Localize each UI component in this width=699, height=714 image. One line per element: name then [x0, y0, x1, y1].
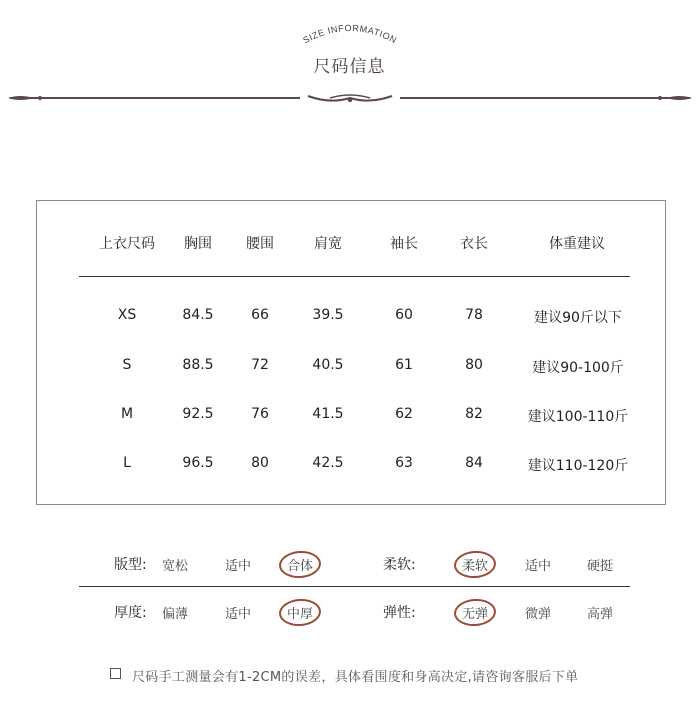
table-cell-shoulder: 39.5 [312, 307, 344, 323]
table-cell-size: M [120, 406, 134, 422]
attr-label-thickness: 厚度: [114, 605, 147, 621]
attr-option-softness: 硬挺 [586, 559, 614, 574]
measurement-note: 尺码手工测量会有1-2CM的误差，具体看围度和身高决定,请咨询客服后下单 [132, 670, 579, 685]
table-cell-chest: 88.5 [182, 357, 214, 373]
table-cell-length: 82 [465, 406, 483, 422]
table-cell-length: 78 [465, 307, 483, 323]
column-header-waist: 腰围 [246, 236, 274, 252]
attr-option-fit: 宽松 [161, 559, 189, 574]
attr-option-thickness: 中厚 [287, 603, 313, 622]
table-cell-weight: 建议110-120斤 [527, 458, 629, 474]
svg-text:SIZE INFORMATION [301, 23, 398, 45]
checkbox-icon [110, 668, 121, 679]
attr-label-fit: 版型: [114, 557, 147, 573]
table-header-divider [79, 276, 630, 277]
attr-option-fit: 适中 [224, 559, 252, 574]
column-header-chest: 胸围 [184, 236, 212, 252]
table-cell-length: 80 [465, 357, 483, 373]
table-cell-weight: 建议100-110斤 [527, 409, 629, 425]
table-cell-shoulder: 41.5 [312, 406, 344, 422]
table-cell-weight: 建议90-100斤 [532, 360, 624, 376]
table-cell-shoulder: 42.5 [312, 455, 344, 471]
table-cell-chest: 96.5 [182, 455, 214, 471]
table-cell-length: 84 [465, 455, 483, 471]
table-cell-sleeve: 60 [395, 307, 413, 323]
attr-option-elasticity: 高弹 [586, 607, 614, 622]
column-header-length: 衣长 [460, 236, 488, 252]
attr-option-softness: 适中 [524, 559, 552, 574]
column-header-sleeve: 袖长 [390, 236, 418, 252]
attr-label-elasticity: 弹性: [383, 605, 416, 621]
table-cell-shoulder: 40.5 [312, 357, 344, 373]
attr-option-thickness: 偏薄 [161, 607, 189, 622]
attr-option-fit: 合体 [287, 555, 313, 574]
ornamental-divider [0, 88, 699, 108]
attr-option-softness: 柔软 [462, 555, 488, 574]
table-cell-waist: 80 [251, 455, 269, 471]
column-header-weight: 体重建议 [549, 236, 605, 252]
table-cell-sleeve: 62 [395, 406, 413, 422]
attributes-divider [79, 586, 630, 587]
table-cell-waist: 72 [251, 357, 269, 373]
page-title: 尺码信息 [313, 57, 386, 77]
table-cell-sleeve: 61 [395, 357, 413, 373]
table-cell-size: L [123, 455, 131, 471]
size-information-arc-text [290, 18, 410, 52]
column-header-shoulder: 肩宽 [314, 236, 342, 252]
table-cell-size: S [122, 357, 132, 373]
attr-option-elasticity: 微弹 [524, 607, 552, 622]
column-header-size: 上衣尺码 [99, 236, 155, 252]
attr-option-elasticity: 无弹 [462, 603, 488, 622]
table-cell-weight: 建议90斤以下 [534, 310, 622, 326]
table-cell-size: XS [117, 307, 137, 323]
attr-label-softness: 柔软: [383, 557, 416, 573]
arc-text: SIZE INFORMATION [301, 22, 399, 46]
table-cell-chest: 84.5 [182, 307, 214, 323]
table-cell-waist: 66 [251, 307, 269, 323]
table-cell-chest: 92.5 [182, 406, 214, 422]
attr-option-thickness: 适中 [224, 607, 252, 622]
table-cell-sleeve: 63 [395, 455, 413, 471]
table-cell-waist: 76 [251, 406, 269, 422]
